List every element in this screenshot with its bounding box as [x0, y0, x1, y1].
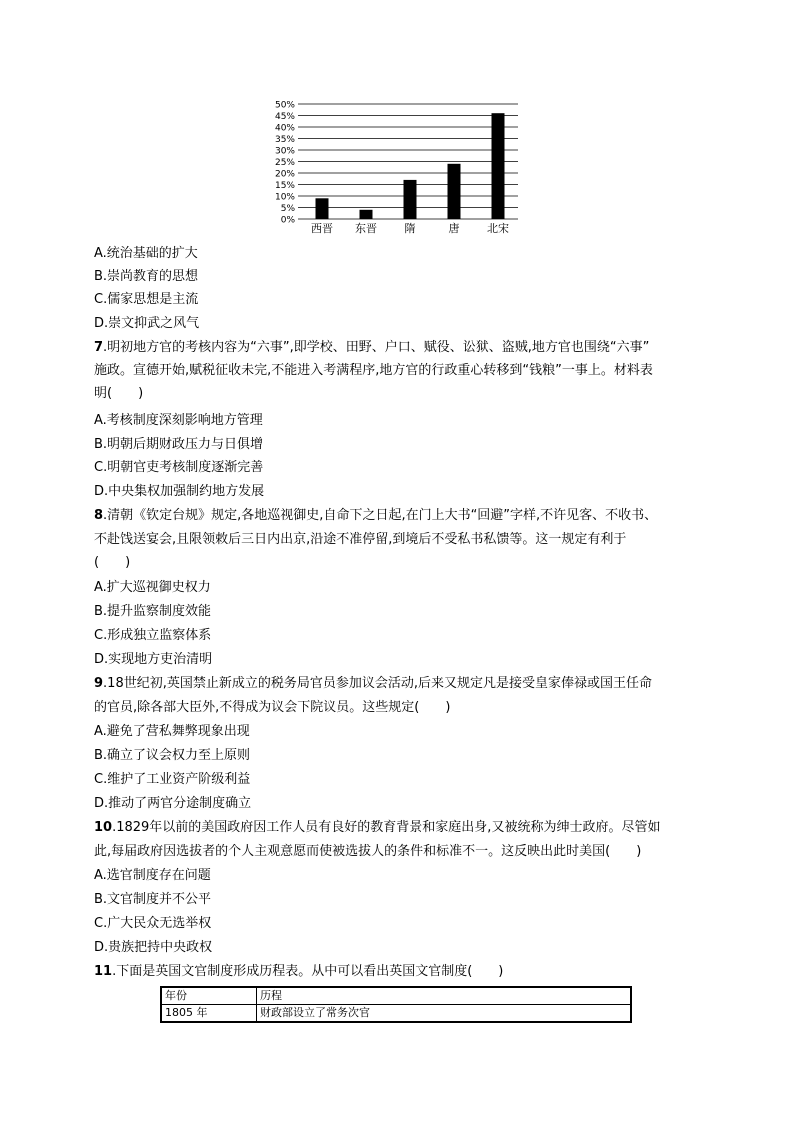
q6-option-b: B.崇尚教育的思想 — [94, 269, 199, 284]
q7-stem-line-3: 明( ) — [94, 386, 144, 401]
history-table — [160, 986, 632, 1023]
q8-stem-line-3: ( ) — [94, 555, 131, 570]
q10-option-d: D.贵族把持中央政权 — [94, 940, 213, 955]
q9-stem-line-2: 的官员,除各部大臣外,不得成为议会下院议员。这些规定( ) — [94, 700, 451, 715]
q7-option-c: C.明朝官吏考核制度逐渐完善 — [94, 460, 264, 475]
q8-number: 8 — [94, 508, 104, 523]
q8-option-a: A.扩大巡视御史权力 — [94, 580, 211, 595]
q9-option-c: C.维护了工业资产阶级利益 — [94, 772, 251, 787]
y-tick-label: 35% — [274, 135, 295, 145]
q10-option-a: A.选官制度存在问题 — [94, 868, 211, 883]
q7-option-d: D.中央集权加强制约地方发展 — [94, 484, 265, 499]
q8-option-c: C.形成独立监察体系 — [94, 628, 212, 643]
q10-option-b: B.文官制度并不公平 — [94, 892, 212, 907]
q7-option-b: B.明朝后期财政压力与日俱增 — [94, 437, 264, 452]
q7-option-a: A.考核制度深刻影响地方管理 — [94, 413, 263, 428]
q10-number: 10 — [94, 820, 113, 835]
q8-option-d: D.实现地方吏治清明 — [94, 652, 213, 667]
table-cell-process: 财政部设立了常务次官 — [257, 1005, 632, 1023]
y-tick-label: 0% — [280, 215, 295, 226]
q7-stem-line-1: 7.明初地方官的考核内容为“六事”,即学校、田野、户口、赋役、讼狱、盗贼,地方官也围绕“六事” — [94, 340, 650, 355]
q10-option-c: C.广大民众无选举权 — [94, 916, 212, 931]
x-tick-label: 东晋 — [355, 222, 377, 235]
bar-5 — [492, 113, 505, 219]
y-tick-label: 30% — [274, 146, 295, 157]
y-tick-label: 45% — [274, 112, 295, 122]
q9-option-b: B.确立了议会权力至上原则 — [94, 748, 251, 763]
y-tick-label: 5% — [280, 204, 295, 214]
q8-stem-line-1: 8.清朝《钦定台规》规定,各地巡视御史,自命下之日起,在门上大书“回避”字样,不许见客、不收书、 — [94, 508, 658, 523]
y-tick-label: 10% — [274, 192, 295, 203]
y-tick-label: 50% — [274, 100, 295, 111]
q8-stem-line-2: 不赴饯送宴会,且限领敕后三日内出京,沿途不准停留,到境后不受私书私馈等。这一规定有利于 — [94, 532, 627, 547]
x-tick-label: 隋 — [404, 222, 416, 235]
q9-option-d: D.推动了两官分途制度确立 — [94, 796, 252, 811]
y-tick-label: 15% — [274, 181, 295, 191]
table-header-process: 历程 — [257, 987, 632, 1005]
table-cell-year: 1805 年 — [161, 1005, 257, 1023]
q10-stem-line-2: 此,每届政府因选拔者的个人主观意愿而使被选拔人的条件和标准不一。这反映出此时美国( ) — [94, 844, 642, 859]
bar-1 — [316, 198, 329, 219]
table-header-row — [161, 987, 631, 1005]
bar-3 — [404, 180, 417, 219]
table-header-year: 年份 — [161, 987, 257, 1005]
q8-option-b: B.提升监察制度效能 — [94, 604, 212, 619]
table-row — [161, 1005, 631, 1023]
chart-y-tick-labels — [275, 101, 295, 226]
x-tick-label: 唐 — [448, 222, 460, 235]
q9-number: 9 — [94, 676, 104, 691]
x-tick-label: 西晋 — [311, 222, 333, 235]
y-tick-label: 25% — [274, 158, 295, 168]
q7-stem-line-2: 施政。宣德开始,赋税征收未完,不能进入考满程序,地方官的行政重心转移到“钱粮”一事上。材料表 — [94, 363, 653, 378]
bar-2 — [360, 210, 373, 219]
q11-stem-line-1: 11.下面是英国文官制度形成历程表。从中可以看出英国文官制度( ) — [94, 964, 504, 979]
q6-option-c: C.儒家思想是主流 — [94, 292, 199, 307]
q6-option-d: D.崇文抑武之风气 — [94, 316, 200, 331]
y-tick-label: 20% — [274, 169, 295, 180]
chart-bars — [316, 113, 505, 219]
q9-option-a: A.避免了营私舞弊现象出现 — [94, 724, 250, 739]
x-tick-label: 北宋 — [487, 222, 509, 235]
y-tick-label: 40% — [274, 123, 295, 134]
q11-number: 11 — [94, 964, 113, 979]
q10-stem-line-1: 10.1829年以前的美国政府因工作人员有良好的教育背景和家庭出身,又被统称为绅士政府。尽管如 — [94, 820, 661, 835]
q6-option-a: A.统治基础的扩大 — [94, 246, 198, 261]
bar-chart — [268, 96, 528, 238]
chart-x-tick-labels — [311, 221, 509, 235]
bar-4 — [448, 164, 461, 219]
q7-number: 7 — [94, 340, 104, 355]
q9-stem-line-1: 9.18世纪初,英国禁止新成立的税务局官员参加议会活动,后来又规定凡是接受皇家俸禄或国王任命 — [94, 676, 652, 691]
